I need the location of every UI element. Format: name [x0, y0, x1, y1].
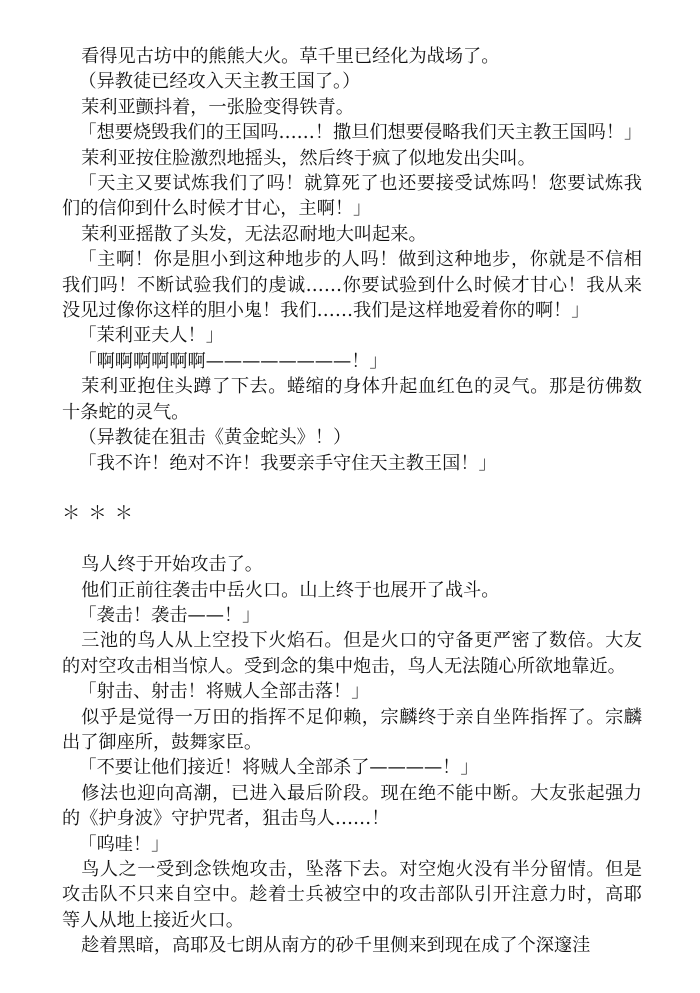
paragraph: 茉利亚摇散了头发，无法忍耐地大叫起来。 [81, 223, 427, 245]
paragraph: 茉利亚按住脸激烈地摇头，然后终于疯了似地发出尖叫。 [81, 147, 536, 169]
paragraph: 趁着黑暗，高耶及七朗从南方的砂千里侧来到现在成了个深邃洼 [81, 935, 591, 957]
paragraph: 他们正前往袭击中岳火口。山上终于也展开了战斗。 [81, 579, 500, 601]
paragraph: 似乎是觉得一万田的指挥不足仰赖，宗麟终于亲自坐阵指挥了。宗麟出了御座所，鼓舞家臣。 [62, 706, 642, 753]
paragraph: 三池的鸟人从上空投下火焰石。但是火口的守备更严密了数倍。大友的对空攻击相当惊人。受到念的集中炮击，鸟人无法随心所欲地靠近。 [62, 630, 642, 677]
dialogue-line: 「天主又要试炼我们了吗！就算死了也还要接受试炼吗！您要试炼我们的信仰到什么时候才甘心，主啊！」 [62, 173, 642, 220]
inner-thought: （异教徒在狙击《黄金蛇头》！） [78, 427, 352, 449]
paragraph: 鸟人之一受到念铁炮攻击，坠落下去。对空炮火没有半分留情。但是攻击队不只来自空中。趁着士兵被空中的攻击部队引开注意力时，高耶等人从地上接近火口。 [62, 858, 642, 931]
paragraph: 鸟人终于开始攻击了。 [81, 554, 263, 576]
paragraph: 修法也迎向高潮，已进入最后阶段。现在绝不能中断。大友张起强力的《护身波》守护咒者，狙击鸟人……！ [62, 782, 642, 830]
paragraph: 茉利亚颤抖着，一张脸变得铁青。 [81, 96, 354, 118]
novel-page [62, 44, 642, 959]
dialogue-line: 「主啊！你是胆小到这种地步的人吗！做到这种地步，你就是不信相我们吗！不断试验我们的虔诚……你要试验到什么时候才甘心！我从来没见过像你这样的胆小鬼！我们……我们是这样地爱着你的啊！」 [62, 249, 642, 322]
dialogue-line: 「呜哇！」 [78, 833, 170, 855]
blank-line [62, 476, 642, 501]
dialogue-line: 「我不许！绝对不许！我要亲手守住天主教王国！」 [78, 452, 497, 474]
dialogue-line: 「射击、射击！将贼人全部击落！」 [78, 681, 370, 703]
inner-thought: （异教徒已经攻入天主教王国了。） [78, 71, 361, 93]
blank-line [62, 527, 642, 552]
dialogue-line: 「茉利亚夫人！」 [78, 325, 224, 347]
dialogue-line: 「啊啊啊啊啊啊————————！」 [78, 350, 388, 372]
dialogue-line: 「想要烧毁我们的王国吗……！撒旦们想要侵略我们天主教王国吗！」 [78, 122, 643, 144]
dialogue-line: 「不要让他们接近！将贼人全部杀了————！」 [78, 757, 479, 779]
paragraph: 茉利亚抱住头蹲了下去。蜷缩的身体升起血红色的灵气。那是彷佛数十条蛇的灵气。 [62, 376, 642, 423]
dialogue-line: 「袭击！袭击——！」 [78, 604, 261, 626]
paragraph: 看得见古坊中的熊熊大火。草千里已经化为战场了。 [81, 46, 500, 67]
section-separator: ＊＊＊ [62, 503, 142, 525]
